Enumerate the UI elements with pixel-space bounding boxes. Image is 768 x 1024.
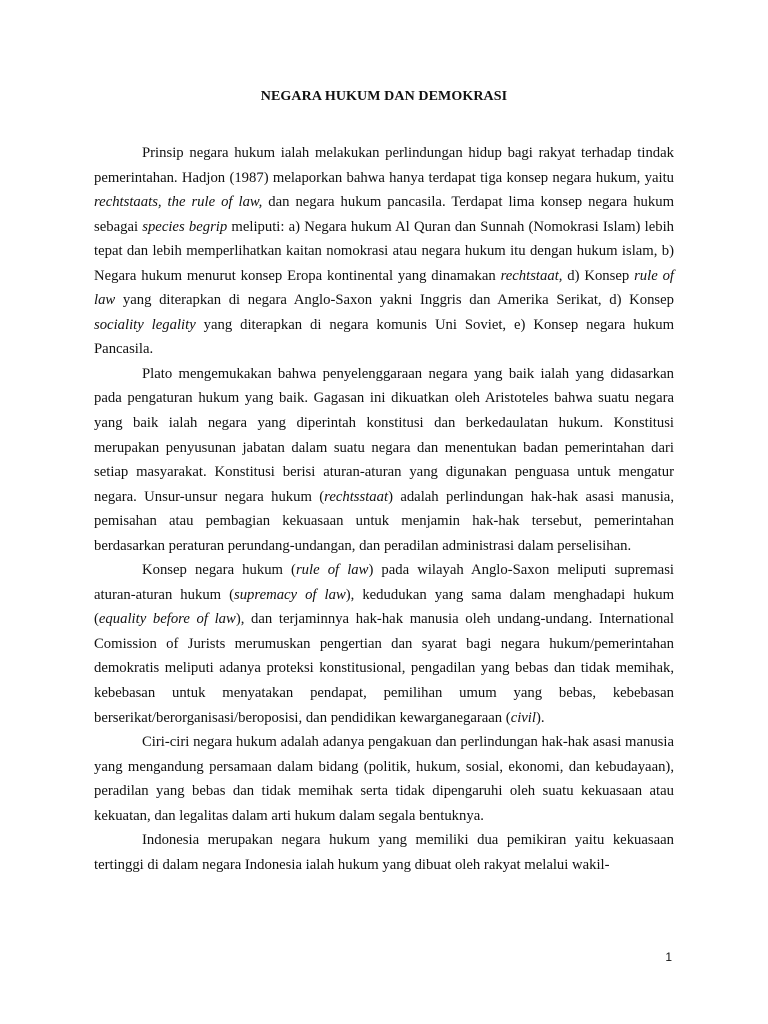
text-run: Plato mengemukakan bahwa penyelenggaraan negara yang baik ialah yang didasarkan pada pengaturan hukum yang baik. Gagasan ini dikuatkan oleh Aristoteles bahwa suatu negara yang baik ialah negara yang diperintah konstitusi dan berkedaulatan hukum. Konstitusi merupakan penyusunan jabatan dalam suatu negara dan menentukan badan pemerintahan dari setiap masyarakat. Konstitusi berisi aturan-aturan yang digunakan penguasa untuk mengatur negara. Unsur-unsur negara hukum (	[94, 365, 674, 505]
page-number: 1	[665, 950, 672, 964]
document-body	[94, 141, 674, 877]
italic-term: sociality legality	[94, 316, 196, 333]
text-run: yang diterapkan di negara komunis Uni Soviet, e) Konsep negara hukum Pancasila.	[94, 316, 674, 358]
text-run: dan negara hukum pancasila. Terdapat lima konsep negara hukum sebagai	[94, 194, 675, 235]
italic-term: rule of law	[94, 267, 674, 309]
text-run: ) adalah perlindungan hak-hak asasi manusia, pemisahan atau pembagian kekuasaan untuk menjamin hak-hak tersebut, pemerintahan berdasarkan peraturan perundang-undangan, dan peradilan administrasi dalam perselisihan.	[94, 488, 674, 554]
text-run: ).	[535, 709, 545, 726]
italic-term: species begrip	[142, 218, 228, 235]
paragraph-4	[94, 730, 674, 828]
text-run: ) pada wilayah Anglo-Saxon meliputi supremasi aturan-aturan hukum (	[94, 562, 674, 603]
italic-term: rechtstaat,	[500, 267, 563, 284]
paragraph-2	[94, 362, 674, 558]
text-run: meliputi: a) Negara hukum Al Quran dan Sunnah (Nomokrasi Islam) lebih tepat dan lebih memperlihatkan kaitan nomokrasi atau negara hukum itu dengan hukum islam, b) Negara hukum menurut konsep Eropa kontinental yang dinamakan	[94, 218, 674, 284]
text-run: Ciri-ciri negara hukum adalah adanya pengakuan dan perlindungan hak-hak asasi manusia yang mengandung persamaan dalam bidang (politik, hukum, sosial, ekonomi, dan kebudayaan), peradilan yang bebas dan tidak memihak serta tidak dipengaruhi oleh suatu kekuasaan atau kekuatan, dan legalitas dalam arti hukum dalam segala bentuknya.	[94, 734, 674, 824]
italic-term: supremacy of law	[234, 586, 346, 603]
italic-term: rechtsstaat	[324, 488, 389, 505]
italic-term: equality before of law	[98, 611, 236, 628]
document-title: NEGARA HUKUM DAN DEMOKRASI	[260, 89, 508, 104]
paragraph-5	[94, 828, 674, 877]
text-run: Prinsip negara hukum ialah melakukan perlindungan hidup bagi rakyat terhadap tindak pemerintahan. Hadjon (1987) melaporkan bahwa hanya terdapat tiga konsep negara hukum, yaitu	[94, 145, 674, 186]
paragraph-3	[94, 558, 674, 730]
text-run: ), kedudukan yang sama dalam menghadapi hukum (	[94, 586, 674, 628]
text-run: Indonesia merupakan negara hukum yang memiliki dua pemikiran yaitu kekuasaan tertinggi di dalam negara Indonesia ialah hukum yang dibuat oleh rakyat melalui wakil-	[94, 832, 674, 873]
text-run: yang diterapkan di negara Anglo-Saxon yakni Inggris dan Amerika Serikat, d) Konsep	[115, 292, 674, 309]
text-run: ), dan terjaminnya hak-hak manusia oleh undang-undang. International Comission of Jurists merumuskan pengertian dan syarat bagi negara hukum/pemerintahan demokratis meliputi adanya proteksi konstitusional, pengadilan yang bebas dan tidak memihak, kebebasan untuk menyatakan pendapat, pemilihan umum yang bebas, kebebasan berserikat/berorganisasi/beroposisi, dan pendidikan kewarganegaraan (	[94, 611, 674, 726]
italic-term: rule of law	[295, 562, 369, 579]
italic-term: rechtstaats, the rule of law,	[94, 194, 263, 211]
text-run: d) Konsep	[562, 267, 635, 284]
text-run: Konsep negara hukum (	[142, 562, 296, 579]
italic-term: civil	[510, 709, 536, 726]
paragraph-1	[94, 141, 674, 362]
